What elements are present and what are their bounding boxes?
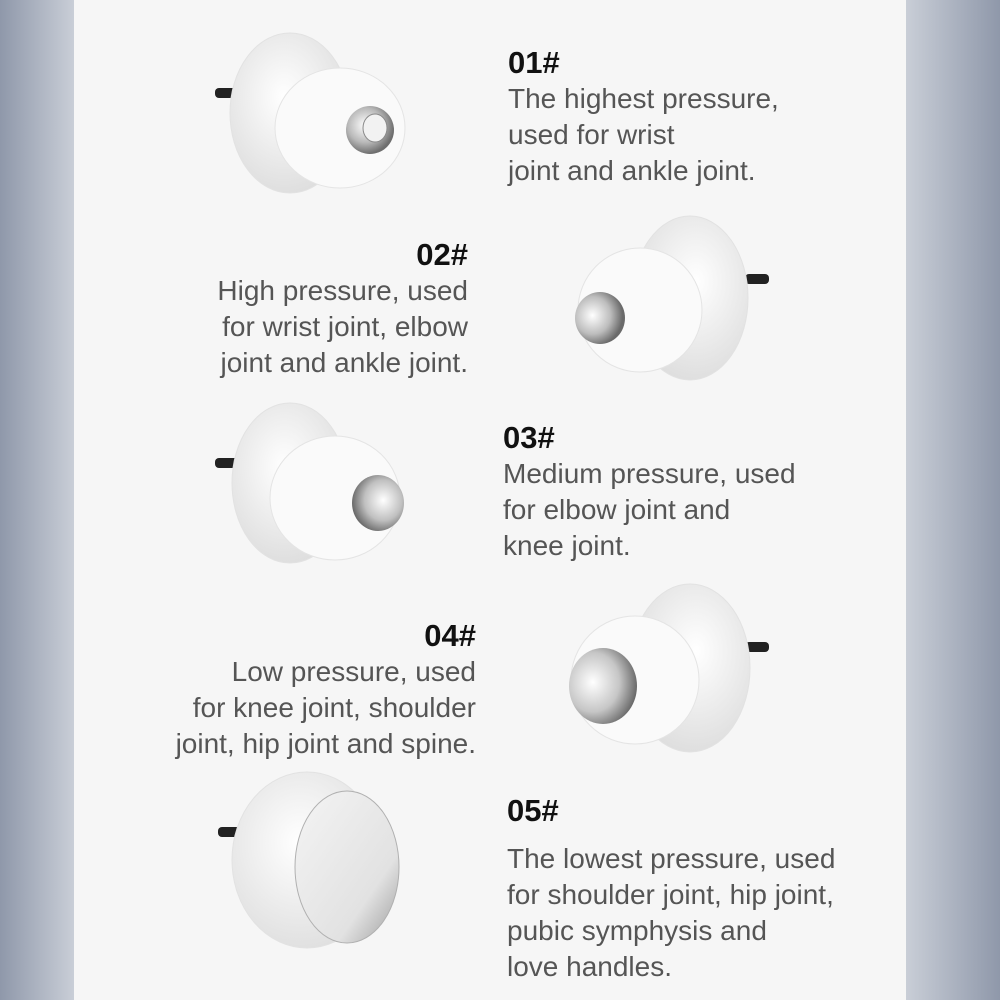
item-desc-line: pubic symphysis and xyxy=(507,915,767,946)
item-desc-line: High pressure, used xyxy=(217,275,468,306)
item-04 xyxy=(110,618,476,762)
item-desc-line: knee joint. xyxy=(503,530,631,561)
item-desc-line: Low pressure, used xyxy=(231,656,476,687)
item-02 xyxy=(120,237,468,381)
item-01 xyxy=(508,45,779,189)
massage-head-03-icon xyxy=(210,398,410,573)
item-desc-line: used for wrist xyxy=(508,119,675,150)
item-03 xyxy=(503,420,796,564)
item-desc-line: for wrist joint, elbow xyxy=(222,311,468,342)
item-code: 01# xyxy=(508,45,560,80)
item-code: 05# xyxy=(507,793,559,828)
massage-head-01-icon xyxy=(210,28,410,218)
item-code: 03# xyxy=(503,420,555,455)
item-desc-line: for knee joint, shoulder xyxy=(192,692,476,723)
item-desc-line: for elbow joint and xyxy=(503,494,731,525)
item-05 xyxy=(507,793,835,985)
item-code: 02# xyxy=(416,237,468,272)
left-edge xyxy=(0,0,74,1000)
item-desc-line: Medium pressure, used xyxy=(503,458,796,489)
item-desc-line: joint and ankle joint. xyxy=(220,347,468,378)
right-edge xyxy=(906,0,1000,1000)
item-code: 04# xyxy=(424,618,476,653)
item-desc-line: joint, hip joint and spine. xyxy=(175,728,476,759)
massage-head-05-icon xyxy=(215,765,405,955)
massage-head-04-icon xyxy=(565,580,780,760)
item-desc-line: The highest pressure, xyxy=(508,83,779,114)
item-desc-line: love handles. xyxy=(507,951,673,982)
item-desc-line: joint and ankle joint. xyxy=(508,155,756,186)
item-desc-line: for shoulder joint, hip joint, xyxy=(507,879,834,910)
item-desc-line: The lowest pressure, used xyxy=(507,843,836,874)
massage-head-02-icon xyxy=(570,210,780,390)
